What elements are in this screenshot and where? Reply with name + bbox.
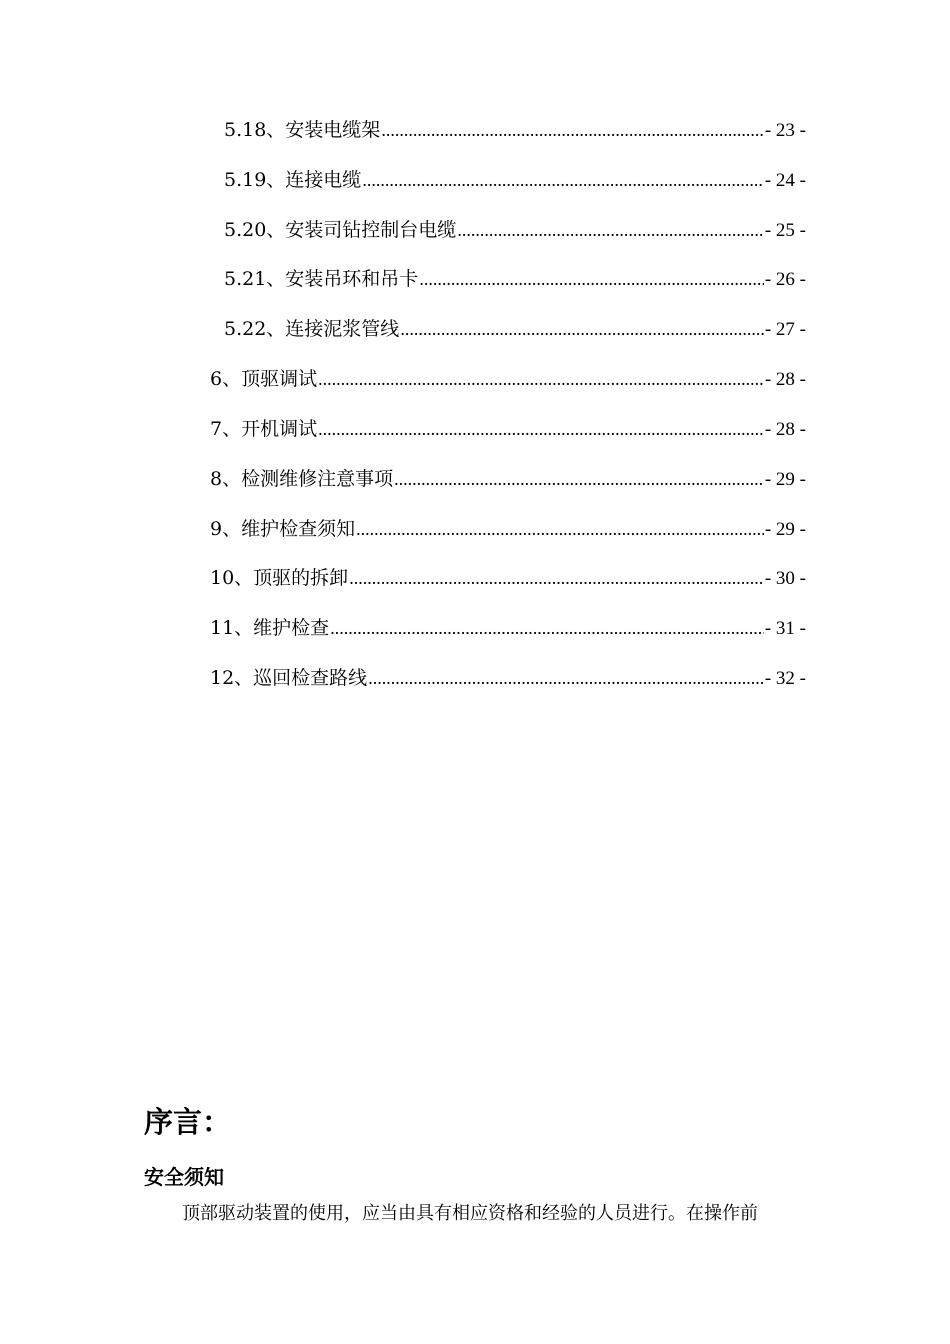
toc-entry-page: - 30 - bbox=[764, 568, 806, 589]
toc-leader-dots bbox=[394, 465, 764, 493]
toc-entry-label: 8、检测维修注意事项 bbox=[210, 468, 394, 490]
toc-entry[interactable] bbox=[210, 415, 806, 443]
section-heading: 安全须知 bbox=[144, 1165, 224, 1189]
toc-entry-page: - 32 - bbox=[764, 668, 806, 689]
toc-leader-dots bbox=[400, 315, 764, 343]
toc-leader-dots bbox=[381, 116, 764, 144]
toc-entry-label: 5.20、安装司钻控制台电缆 bbox=[224, 219, 457, 241]
toc-entry[interactable] bbox=[224, 166, 806, 194]
toc-leader-dots bbox=[330, 614, 764, 642]
toc-entry-page: - 27 - bbox=[764, 319, 806, 340]
body-paragraph: 顶部驱动装置的使用，应当由具有相应资格和经验的人员进行。在操作前 bbox=[182, 1203, 758, 1224]
toc-entry-label: 7、开机调试 bbox=[210, 418, 318, 440]
toc-leader-dots bbox=[419, 265, 764, 293]
toc-entry-page: - 26 - bbox=[764, 269, 806, 290]
toc-entry-page: - 24 - bbox=[764, 170, 806, 191]
toc-entry-page: - 31 - bbox=[764, 618, 806, 639]
toc-leader-dots bbox=[318, 365, 764, 393]
toc-entry-label: 9、维护检查须知 bbox=[210, 518, 356, 540]
toc-entry-label: 11、维护检查 bbox=[210, 617, 330, 639]
toc-entry[interactable] bbox=[224, 265, 806, 293]
toc-entry[interactable] bbox=[224, 216, 806, 244]
toc-entry-label: 10、顶驱的拆卸 bbox=[210, 567, 349, 589]
toc-entry-page: - 23 - bbox=[764, 120, 806, 141]
toc-entry[interactable] bbox=[210, 365, 806, 393]
toc-entry-label: 5.19、连接电缆 bbox=[224, 169, 362, 191]
toc-entry-page: - 29 - bbox=[764, 519, 806, 540]
toc-entry-page: - 28 - bbox=[764, 419, 806, 440]
toc-entry[interactable] bbox=[210, 664, 806, 692]
toc-entry[interactable] bbox=[224, 116, 806, 144]
preface-heading: 序言： bbox=[144, 1105, 232, 1139]
toc-entry-label: 12、巡回检查路线 bbox=[210, 667, 368, 689]
toc-entry[interactable] bbox=[210, 564, 806, 592]
toc-entry[interactable] bbox=[210, 614, 806, 642]
toc-entry[interactable] bbox=[210, 515, 806, 543]
toc-leader-dots bbox=[362, 166, 764, 194]
toc-leader-dots bbox=[356, 515, 764, 543]
toc-entry[interactable] bbox=[210, 465, 806, 493]
toc-leader-dots bbox=[457, 216, 764, 244]
toc-entry-page: - 25 - bbox=[764, 220, 806, 241]
toc-leader-dots bbox=[349, 564, 764, 592]
toc-entry-label: 5.18、安装电缆架 bbox=[224, 119, 381, 141]
toc-leader-dots bbox=[368, 664, 764, 692]
toc-entry-label: 5.22、连接泥浆管线 bbox=[224, 318, 400, 340]
toc-entry-page: - 29 - bbox=[764, 469, 806, 490]
toc-entry[interactable] bbox=[224, 315, 806, 343]
toc-entry-label: 6、顶驱调试 bbox=[210, 368, 318, 390]
toc-entry-page: - 28 - bbox=[764, 369, 806, 390]
toc-leader-dots bbox=[318, 415, 764, 443]
toc-entry-label: 5.21、安装吊环和吊卡 bbox=[224, 268, 419, 290]
